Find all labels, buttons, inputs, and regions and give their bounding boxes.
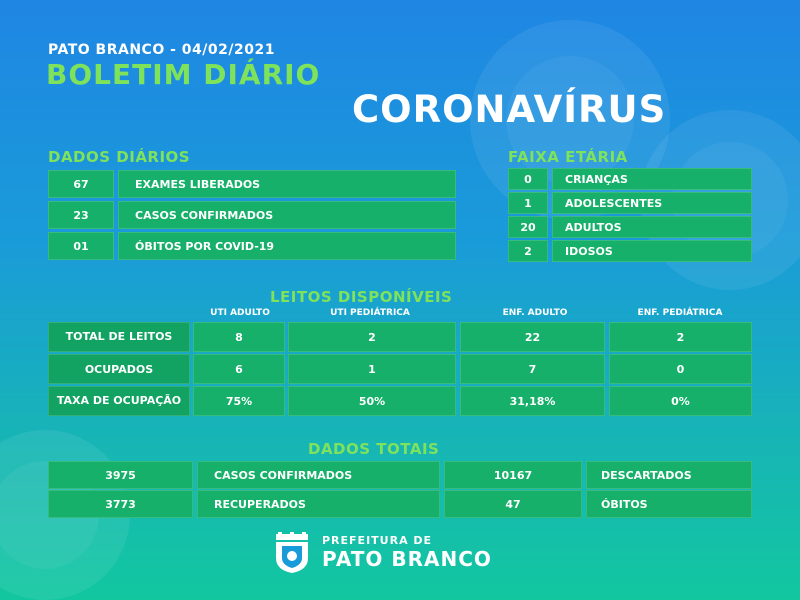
age-label: CRIANÇAS xyxy=(552,168,752,190)
totals-value: 3975 xyxy=(48,461,193,489)
beds-column-header: UTI ADULTO xyxy=(210,308,270,318)
coronavirus-title: CORONAVÍRUS xyxy=(352,88,667,131)
totals-value: 3773 xyxy=(48,490,193,518)
beds-row-label: OCUPADOS xyxy=(48,354,190,384)
beds-cell: 0 xyxy=(609,354,752,384)
beds-cell: 8 xyxy=(193,322,285,352)
beds-row-label: TOTAL DE LEITOS xyxy=(48,322,190,352)
age-value: 1 xyxy=(508,192,548,214)
beds-cell: 7 xyxy=(460,354,605,384)
age-heading: FAIXA ETÁRIA xyxy=(508,148,628,166)
beds-cell: 2 xyxy=(288,322,456,352)
totals-value: 47 xyxy=(444,490,582,518)
totals-label: DESCARTADOS xyxy=(586,461,752,489)
beds-cell: 22 xyxy=(460,322,605,352)
age-label: IDOSOS xyxy=(552,240,752,262)
age-label: ADOLESCENTES xyxy=(552,192,752,214)
beds-cell: 0% xyxy=(609,386,752,416)
bulletin-title: BOLETIM DIÁRIO xyxy=(46,58,321,91)
logo-big-text: PATO BRANCO xyxy=(322,546,492,571)
beds-heading: LEITOS DISPONÍVEIS xyxy=(270,288,453,306)
totals-value: 10167 xyxy=(444,461,582,489)
beds-cell: 50% xyxy=(288,386,456,416)
daily-heading: DADOS DIÁRIOS xyxy=(48,148,191,166)
beds-column-header: ENF. PEDIÁTRICA xyxy=(637,308,723,318)
daily-value: 23 xyxy=(48,201,114,229)
age-value: 0 xyxy=(508,168,548,190)
date-subtitle: PATO BRANCO - 04/02/2021 xyxy=(48,42,275,58)
beds-column-header: ENF. ADULTO xyxy=(502,308,568,318)
totals-label: ÓBITOS xyxy=(586,490,752,518)
beds-cell: 75% xyxy=(193,386,285,416)
logo-small-text: PREFEITURA DE xyxy=(322,533,433,547)
beds-cell: 6 xyxy=(193,354,285,384)
beds-cell: 2 xyxy=(609,322,752,352)
daily-value: 67 xyxy=(48,170,114,198)
age-label: ADULTOS xyxy=(552,216,752,238)
prefeitura-logo xyxy=(270,530,492,574)
age-value: 20 xyxy=(508,216,548,238)
totals-label: RECUPERADOS xyxy=(197,490,440,518)
age-value: 2 xyxy=(508,240,548,262)
daily-label: ÓBITOS POR COVID-19 xyxy=(118,232,456,260)
totals-heading: DADOS TOTAIS xyxy=(308,440,440,458)
daily-label: CASOS CONFIRMADOS xyxy=(118,201,456,229)
crest-icon xyxy=(270,530,314,574)
beds-row-label: TAXA DE OCUPAÇÃO xyxy=(48,386,190,416)
beds-cell: 31,18% xyxy=(460,386,605,416)
totals-label: CASOS CONFIRMADOS xyxy=(197,461,440,489)
daily-value: 01 xyxy=(48,232,114,260)
daily-label: EXAMES LIBERADOS xyxy=(118,170,456,198)
beds-cell: 1 xyxy=(288,354,456,384)
beds-column-header: UTI PEDIÁTRICA xyxy=(330,308,410,318)
